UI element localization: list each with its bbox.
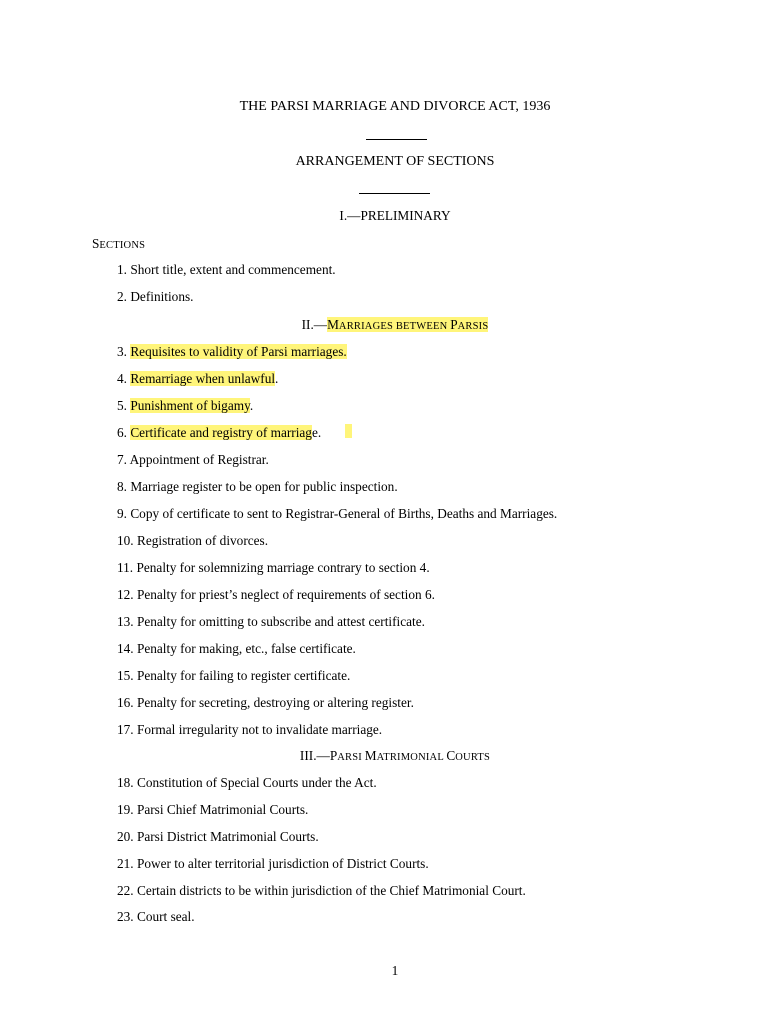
section-entry <box>117 560 430 576</box>
section-title: Court seal. <box>136 909 195 924</box>
section-entry <box>117 371 278 387</box>
section-number: 19. <box>117 802 134 817</box>
section-number: 14. <box>117 641 134 656</box>
section-entry <box>117 452 269 468</box>
section-entry <box>117 614 425 630</box>
title-initial: P <box>329 748 338 763</box>
section-entry <box>117 262 336 278</box>
section-title: Certain districts to be within jurisdiction of the Chief Matrimonial Court. <box>136 883 526 898</box>
section-title: Constitution of Special Courts under the Act. <box>136 775 377 790</box>
highlighted-section-title: Remarriage when unlawful <box>130 371 276 386</box>
section-title: Penalty for priest’s neglect of requirements of section 6. <box>136 587 435 602</box>
section-number: 17. <box>117 722 134 737</box>
section-entry <box>117 829 319 845</box>
section-number: 1. <box>117 262 127 277</box>
section-number: 8. <box>117 479 127 494</box>
section-number: 12. <box>117 587 134 602</box>
highlighted-section-title: Certificate and registry of marriag <box>130 425 312 440</box>
section-entry <box>117 587 435 603</box>
section-title: Penalty for omitting to subscribe and attest certificate. <box>136 614 425 629</box>
title-rest: ARSIS <box>457 321 489 332</box>
section-entry <box>117 883 526 899</box>
section-number: 3. <box>117 344 127 359</box>
part-numeral: II.— <box>301 317 328 332</box>
section-number: 9. <box>117 506 127 521</box>
title-rest: ATRIMONIAL <box>376 752 447 763</box>
arrangement-heading: ARRANGEMENT OF SECTIONS <box>295 154 495 169</box>
section-entry <box>117 856 429 872</box>
part-title-rest: RELIMINARY <box>367 208 451 223</box>
stray-highlight-mark <box>345 424 352 438</box>
section-number: 10. <box>117 533 134 548</box>
section-number: 15. <box>117 668 134 683</box>
section-title: Formal irregularity not to invalidate marriage. <box>136 722 383 737</box>
highlighted-section-title: Punishment of bigamy <box>130 398 250 413</box>
part-numeral: I.— <box>339 208 361 223</box>
section-entry <box>117 289 193 305</box>
highlighted-part-title <box>327 317 488 332</box>
section-title: Power to alter territorial jurisdiction of District Courts. <box>136 856 429 871</box>
section-entry <box>117 479 398 495</box>
section-title-tail: e. <box>311 425 322 440</box>
section-number: 11. <box>117 560 134 575</box>
section-title: Penalty for solemnizing marriage contrary to section 4. <box>136 560 430 575</box>
section-number: 2. <box>117 289 127 304</box>
highlighted-section-title: Requisites to validity of Parsi marriages. <box>130 344 347 359</box>
section-number: 20. <box>117 829 134 844</box>
section-title-tail: . <box>249 398 254 413</box>
title-initial: P <box>450 317 458 332</box>
section-title: Registration of divorces. <box>136 533 269 548</box>
section-entry <box>117 641 356 657</box>
section-title: Penalty for secreting, destroying or altering register. <box>136 695 414 710</box>
act-title: THE PARSI MARRIAGE AND DIVORCE ACT, 1936 <box>239 99 551 114</box>
section-number: 4. <box>117 371 127 386</box>
section-entry <box>117 775 377 791</box>
part-title-initial: P <box>360 208 368 223</box>
part-heading-marriages <box>0 317 768 333</box>
title-rest: ARSI <box>337 752 365 763</box>
section-entry <box>117 909 195 925</box>
section-number: 13. <box>117 614 134 629</box>
section-entry <box>117 802 308 818</box>
section-number: 22. <box>117 883 134 898</box>
title-initial: M <box>327 317 339 332</box>
section-number: 23. <box>117 909 134 924</box>
part-heading-preliminary <box>0 208 768 224</box>
part-heading-courts <box>0 748 768 764</box>
section-title: Parsi District Matrimonial Courts. <box>136 829 319 844</box>
section-number: 6. <box>117 425 127 440</box>
subtitle-divider <box>359 193 430 194</box>
section-title: Appointment of Registrar. <box>129 452 269 467</box>
section-entry <box>117 668 350 684</box>
section-title: Copy of certificate to sent to Registrar-General of Births, Deaths and Marriages. <box>130 506 558 521</box>
section-entry <box>117 398 253 414</box>
part-numeral: III.— <box>299 748 330 763</box>
page-number: 1 <box>391 963 399 978</box>
title-rest: ARRIAGES BETWEEN <box>338 321 451 332</box>
section-entry <box>117 425 321 441</box>
section-number: 21. <box>117 856 134 871</box>
section-title: Marriage register to be open for public inspection. <box>130 479 398 494</box>
section-entry <box>117 722 382 738</box>
sections-label-rest: ECTIONS <box>99 240 146 251</box>
section-title: Short title, extent and commencement. <box>130 262 336 277</box>
section-title: Penalty for making, etc., false certificate. <box>136 641 356 656</box>
section-number: 16. <box>117 695 134 710</box>
section-title: Definitions. <box>130 289 194 304</box>
title-divider <box>366 139 427 140</box>
section-number: 5. <box>117 398 127 413</box>
section-entry <box>117 695 414 711</box>
title-initial: M <box>364 748 377 763</box>
section-entry <box>117 506 557 522</box>
sections-label <box>92 236 145 252</box>
section-title-tail: . <box>275 371 279 386</box>
title-initial: C <box>446 748 456 763</box>
title-rest: OURTS <box>455 752 491 763</box>
section-title: Penalty for failing to register certificate. <box>136 668 351 683</box>
section-entry <box>117 344 347 360</box>
section-number: 7. <box>117 452 127 467</box>
section-entry <box>117 533 268 549</box>
section-number: 18. <box>117 775 134 790</box>
section-title: Parsi Chief Matrimonial Courts. <box>136 802 309 817</box>
sections-label-initial: S <box>92 236 100 251</box>
